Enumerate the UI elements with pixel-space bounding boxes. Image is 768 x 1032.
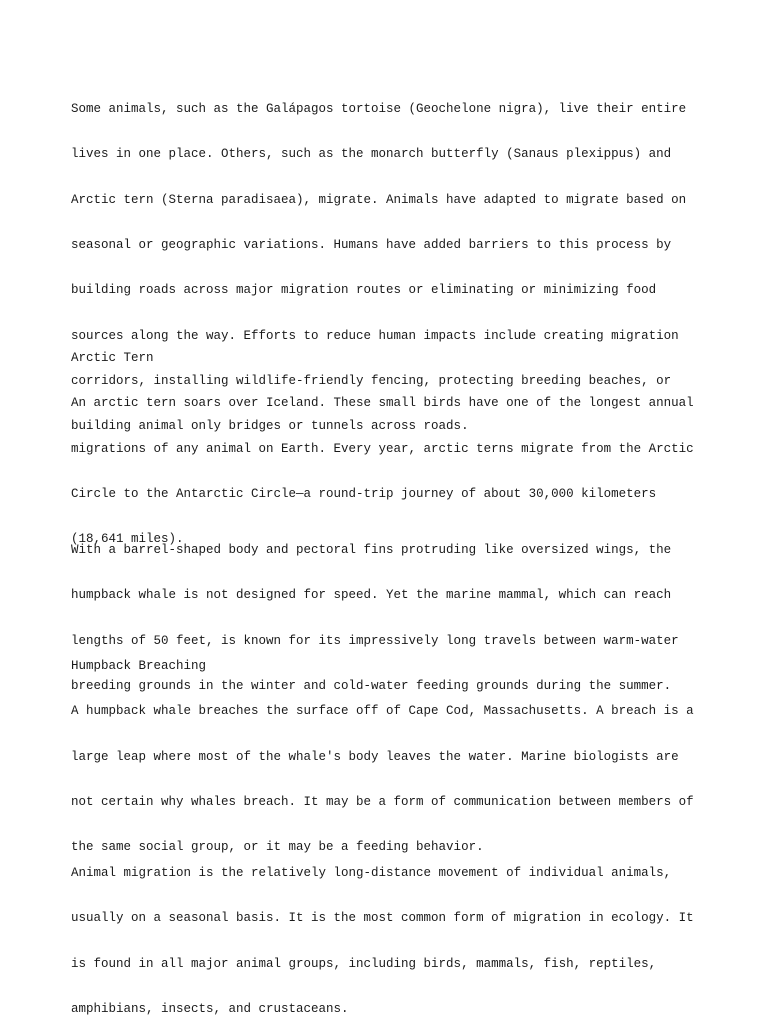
text-line: Arctic tern (Sterna paradisaea), migrate. Animals have adapted to migrate based on — [71, 192, 687, 207]
text-line: building roads across major migration routes or eliminating or minimizing food — [71, 283, 657, 298]
text-line: amphibians, insects, and crustaceans. — [71, 1002, 349, 1017]
text-line: migrations of any animal on Earth. Every year, arctic terns migrate from the Arctic — [71, 441, 694, 456]
text-line: Circle to the Antarctic Circle—a round-trip journey of about 30,000 kilometers — [71, 487, 657, 502]
text-line: (18,641 miles). — [71, 532, 184, 547]
text-line: the same social group, or it may be a feeding behavior. — [71, 840, 484, 855]
text-line: A humpback whale breaches the surface off of Cape Cod, Massachusetts. A breach is a — [71, 704, 694, 719]
text-line: is found in all major animal groups, including birds, mammals, fish, reptiles, — [71, 956, 657, 971]
text-line: seasonal or geographic variations. Humans have added barriers to this process by — [71, 238, 672, 253]
text-line: large leap where most of the whale's body leaves the water. Marine biologists are — [71, 749, 679, 764]
text-line: corridors, installing wildlife-friendly fencing, protecting breeding beaches, or — [71, 373, 672, 388]
text-line: breeding grounds in the winter and cold-water feeding grounds during the summer. — [71, 679, 672, 694]
text-line: lives in one place. Others, such as the monarch butterfly (Sanaus plexippus) and — [71, 147, 672, 162]
text-line: building animal only bridges or tunnels across roads. — [71, 419, 469, 434]
text-line: usually on a seasonal basis. It is the most common form of migration in ecology. It — [71, 911, 694, 926]
text-line: humpback whale is not designed for speed. Yet the marine mammal, which can reach — [71, 588, 672, 603]
text-line: sources along the way. Efforts to reduce human impacts include creating migration — [71, 328, 679, 343]
paragraph-animal-migration-definition — [71, 836, 711, 1032]
text-line: With a barrel-shaped body and pectoral fins protruding like oversized wings, the — [71, 543, 672, 558]
caption-title: Humpback Breaching — [71, 659, 207, 674]
text-line: Animal migration is the relatively long-distance movement of individual animals, — [71, 866, 672, 881]
text-line: lengths of 50 feet, is known for its impressively long travels between warm-water — [71, 633, 679, 648]
text-line: Some animals, such as the Galápagos tortoise (Geochelone nigra), live their entire — [71, 102, 687, 117]
text-line: An arctic tern soars over Iceland. These small birds have one of the longest annual — [71, 396, 694, 411]
caption-title: Arctic Tern — [71, 351, 154, 366]
caption-humpback-breaching — [71, 629, 711, 871]
text-line: not certain why whales breach. It may be a form of communication between members of — [71, 795, 694, 810]
